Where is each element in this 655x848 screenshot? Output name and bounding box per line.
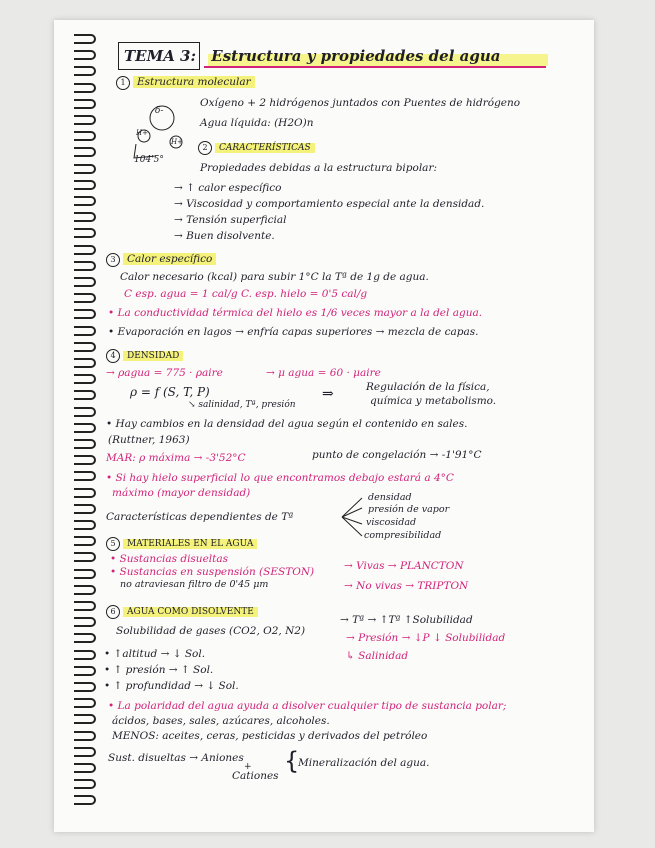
s6-pressure: → Presión → ↓P ↓ Solubilidad (346, 632, 506, 644)
s5-vivas: → Vivas → PLANCTON (344, 560, 464, 572)
s5-no-vivas: → No vivas → TRIPTON (344, 580, 469, 592)
section-2-heading: 2 CARACTERÍSTICAS (198, 141, 315, 155)
binding-ring (74, 228, 96, 238)
s6-temp: → Tª → ↑Tª ↑Solubilidad (340, 614, 473, 626)
s6-polarity-2: ácidos, bases, sales, azúcares, alcoholes. (112, 715, 330, 727)
binding-ring (74, 633, 96, 643)
binding-ring (74, 714, 96, 724)
binding-ring (74, 261, 96, 271)
s4-branch-1: densidad (368, 492, 412, 503)
binding-ring (74, 309, 96, 319)
binding-ring (74, 342, 96, 352)
binding-ring (74, 50, 96, 60)
molecule-h1-label: H+ (136, 129, 148, 137)
s4-variables: ↘ salinidad, Tª, presión (188, 400, 296, 410)
binding-ring (74, 423, 96, 433)
binding-ring (74, 504, 96, 514)
binding-ring (74, 131, 96, 141)
s4-line-7: • Si hay hielo superficial lo que encontramos debajo estará a 4°C (106, 472, 454, 484)
binding-ring (74, 471, 96, 481)
binding-ring (74, 196, 96, 206)
s4-branch-3: viscosidad (366, 517, 417, 528)
s2-bullet-3: → Tensión superficial (174, 214, 287, 226)
binding-ring (74, 34, 96, 44)
s4-line-8: máximo (mayor densidad) (112, 487, 251, 499)
binding-ring (74, 779, 96, 789)
s4-implies-arrow: ⇒ (322, 386, 334, 402)
binding-ring (74, 390, 96, 400)
s6-plus: + (244, 762, 252, 772)
binding-ring (74, 180, 96, 190)
binding-ring (74, 650, 96, 660)
s4-dependent: Características dependientes de Tª (106, 511, 294, 523)
binding-ring (74, 212, 96, 222)
binding-ring (74, 569, 96, 579)
s6-salinity: ↳ Salinidad (346, 650, 409, 662)
binding-ring (74, 439, 96, 449)
s3-line-3: • La conductividad térmica del hielo es 1/6 veces mayor a la del agua. (108, 307, 483, 319)
s5-line-2-wrap (110, 566, 314, 578)
s6-dissolved: Sust. disueltas → Aniones (108, 752, 244, 764)
s6-mineralization: Mineralización del agua. (298, 757, 430, 769)
binding-ring (74, 698, 96, 708)
molecule-angle-label: 104'5° (134, 155, 164, 165)
s6-polarity-3: MENOS: aceites, ceras, pesticidas y derivados del petróleo (112, 730, 428, 742)
s6-brace: { (284, 747, 300, 775)
binding-ring (74, 164, 96, 174)
binding-ring (74, 585, 96, 595)
binding-ring (74, 747, 96, 757)
s4-branch-4: compresibilidad (364, 530, 442, 541)
s6-pressure-wrap (346, 632, 505, 644)
binding-ring (74, 115, 96, 125)
binding-ring (74, 277, 96, 287)
binding-ring (74, 666, 96, 676)
s4-mar-line (106, 452, 246, 464)
section-6-heading: 6 AGUA COMO DISOLVENTE (106, 605, 258, 619)
binding-ring (74, 682, 96, 692)
binding-ring (74, 66, 96, 76)
s4-freezing: punto de congelación → -1'91°C (312, 449, 482, 461)
s6-presion: • ↑ presión → ↑ Sol. (104, 664, 214, 676)
s4-branch-2: presión de vapor (368, 504, 450, 515)
s4-mu-ratio: → μ agua = 60 · μaire (266, 367, 381, 379)
binding-ring (74, 455, 96, 465)
binding-ring (74, 763, 96, 773)
binding-ring (74, 147, 96, 157)
title-underline (204, 66, 546, 68)
s4-line-4: • Hay cambios en la densidad del agua según el contenido en sales. (106, 418, 468, 430)
section-3-heading: 3 Calor específico (106, 253, 216, 267)
molecule-oxygen-label: δ- (155, 106, 164, 116)
binding-ring (74, 374, 96, 384)
section-1-heading: 1 Estructura molecular (116, 76, 255, 90)
binding-ring (74, 293, 96, 303)
binding-ring (74, 731, 96, 741)
binding-ring (74, 358, 96, 368)
title-tema: TEMA 3: (124, 47, 197, 65)
s2-bullet-1: → ↑ calor específico (174, 182, 282, 194)
page-title (118, 42, 544, 70)
s6-line-1: Solubilidad de gases (CO2, O2, N2) (116, 625, 306, 637)
binding-ring (74, 520, 96, 530)
molecule-h2-label: H+ (171, 138, 183, 146)
binding-ring (74, 601, 96, 611)
binding-ring (74, 245, 96, 255)
s6-cations: Cationes (232, 770, 279, 782)
binding-ring (74, 407, 96, 417)
s4-citation: (Ruttner, 1963) (108, 434, 190, 446)
s5-line-3: no atraviesan filtro de 0'45 μm (120, 579, 269, 590)
s5-line-2: • Sustancias en suspensión (SESTON) (110, 566, 315, 578)
s5-line-1: • Sustancias disueltas (110, 553, 229, 565)
s2-intro: Propiedades debidas a la estructura bipolar: (200, 162, 437, 174)
binding-ring (74, 536, 96, 546)
binding-ring (74, 326, 96, 336)
binding-ring (74, 83, 96, 93)
binding-ring (74, 488, 96, 498)
s4-rho-function: ρ = f (S, T, P) (130, 385, 210, 399)
s6-depth: • ↑ profundidad → ↓ Sol. (104, 680, 239, 692)
s1-line-1: Oxígeno + 2 hidrógenos juntados con Puentes de hidrógeno (200, 97, 521, 109)
binding-ring (74, 617, 96, 627)
title-text: Estructura y propiedades del agua (211, 47, 501, 65)
s6-polarity-1: • La polaridad del agua ayuda a disolver cualquier tipo de sustancia polar; (108, 700, 507, 712)
s3-line-1: Calor necesario (kcal) para subir 1°C la Tª de 1g de agua. (120, 271, 429, 283)
binding-ring (74, 795, 96, 805)
s1-line-2: Agua líquida: (H2O)n (200, 117, 314, 129)
s4-regulation-2: química y metabolismo. (370, 395, 497, 407)
s4-mar-max: MAR: ρ máxima → -3'52°C (106, 452, 246, 464)
s2-bullet-4: → Buen disolvente. (174, 230, 275, 242)
s3-line-4: • Evaporación en lagos → enfría capas superiores → mezcla de capas. (108, 326, 479, 338)
s3-line-2: C esp. agua = 1 cal/g C. esp. hielo = 0'5 cal/g (124, 288, 368, 300)
binding-ring (74, 99, 96, 109)
section-5-heading: 5 MATERIALES EN EL AGUA (106, 537, 257, 551)
binding-ring (74, 552, 96, 562)
s6-altitude: • ↑altitud → ↓ Sol. (104, 648, 206, 660)
section-4-heading: 4 DENSIDAD (106, 349, 183, 363)
s4-rho-ratio: → ρagua = 775 · ρaire (106, 367, 223, 379)
s4-regulation-1: Regulación de la física, (366, 381, 490, 393)
s2-bullet-2: → Viscosidad y comportamiento especial ante la densidad. (174, 198, 485, 210)
